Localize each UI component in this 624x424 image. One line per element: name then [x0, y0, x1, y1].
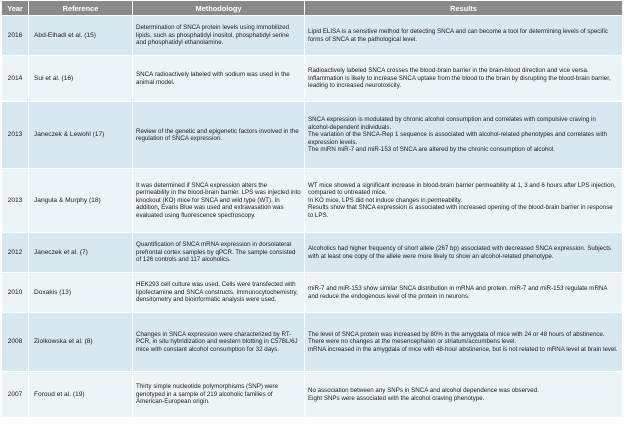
cell-methodology: Thirty simple nucleotide polymorphisms (SNP) were genotyped in a sample of 219 alcoholic families of American-European origin. [133, 372, 305, 417]
cell-results [305, 273, 622, 312]
cell-results [305, 169, 622, 232]
result-line: There were no changes at the mesencephalon or striatum/accumbens level. [308, 338, 517, 346]
cell-year: 2012 [2, 233, 29, 272]
cell-reference: Doxakis (13) [29, 273, 133, 312]
cell-results [305, 233, 622, 272]
cell-year: 2014 [2, 56, 29, 101]
table-row [2, 233, 622, 273]
cell-reference: Jangula & Murphy (18) [29, 169, 133, 232]
header-results: Results [450, 3, 477, 13]
cell-results [305, 372, 622, 417]
cell-year: 2010 [2, 273, 29, 312]
table-header [2, 1, 622, 16]
result-line: WT mice showed a significant increase in blood-brain barrier permeability at 1, 3 and 6 hours after LPS injection, compared to untreated mice. [308, 181, 616, 197]
result-line: Alcoholics had higher frequency of short allele (267 bp) associated with decreased SNCA expression. Subjects with at least one copy of the allele were more likely to show an alcohol-related phenotype. [308, 245, 612, 260]
cell-results [305, 102, 622, 168]
results-table [2, 1, 622, 422]
result-line: The variation of the SNCA-Rep 1 sequence is associated with alcohol-related phenotypes and correlates with expression levels. [308, 131, 607, 146]
result-line: mRNA increased in the amygdala of mice with 48-hour abstinence, but is not related to mRNA level at brain level. [308, 345, 618, 353]
cell-year: 2013 [2, 169, 29, 232]
header-year: Year [2, 1, 29, 15]
cell-results [305, 16, 622, 55]
result-line: Eight SNPs were associated with the alcohol craving phenotype. [308, 394, 485, 402]
cell-reference: Ziolkowska et al. (8) [29, 313, 133, 371]
cell-methodology: Quantification of SNCA mRNA expression in dorsolateral prefrontal cortex samples by qPCR. The sample consisted of 126 controls and 117 alcoholics. [133, 233, 305, 272]
cell-year: 2008 [2, 313, 29, 371]
table-row [2, 16, 622, 56]
cell-methodology: Changes in SNCA expression were characterized by RT-PCR, in situ hybridization and western blotting in C57BL/6J mice with constant alcohol consumption for 32 days. [133, 313, 305, 371]
cell-results [305, 56, 622, 101]
cell-methodology: Review of the genetic and epigenetic factors involved in the regulation of SNCA expression. [133, 102, 305, 168]
table-row [2, 273, 622, 313]
cell-year: 2013 [2, 102, 29, 168]
result-line: Radioactively labeled SNCA crosses the blood-brain barrier in the brain-blood direction and vice versa. Inflammation is likely to increase SNCA uptake from the blood to the brain by disrupting the blood-brain barrier, leading to increased neurotoxicity. [308, 67, 611, 90]
cell-reference: Janeczek & Lewohl (17) [29, 102, 133, 168]
result-line: Results show that SNCA expression is associated with increased opening of the blood-brain barrier in response to LPS. [308, 204, 613, 219]
table-row [2, 372, 622, 417]
cell-reference: Janeczek et al. (7) [29, 233, 133, 272]
cell-year: 2016 [2, 16, 29, 55]
table-row [2, 56, 622, 102]
cell-methodology: It was determined if SNCA expression alters the permeability in the blood-brain barrier. LPS was injected into knockout (KO) mice for SNCA and wild type (WT). In addition, Evans Blue was used and extravasation was evaluated using fluorescence spectroscopy. [133, 169, 305, 232]
table-row [2, 102, 622, 169]
result-line: SNCA expression is modulated by chronic alcohol consumption and correlates with compulsive craving in alcohol-dependent individuals. [308, 116, 596, 131]
cell-reference: Foroud et al. (19) [29, 372, 133, 417]
cell-methodology: Determination of SNCA protein levels using immobilized lipids, such as phosphatidyl inositol, phosphatidyl serine and phosphatidyl ethanolamine. [133, 16, 305, 55]
cell-year: 2007 [2, 372, 29, 417]
header-methodology: Methodology [133, 1, 305, 15]
result-line: In KO mice, LPS did not induce changes in permeability. [308, 196, 462, 204]
result-line: No association between any SNPs in SNCA and alcohol dependence was observed. [308, 387, 539, 395]
result-line: The miRN miR-7 and miR-153 of SNCA are altered by the chronic consumption of alcohol. [308, 146, 555, 154]
cell-methodology: SNCA radioactively labeled with sodium was used in the animal model. [133, 56, 305, 101]
cell-results [305, 313, 622, 371]
cell-methodology: HEK293 cell culture was used. Cells were transfected with lipofectamine and SNCA constructs. Immunocytochemistry, densitometry and bioinformatic analysis were used. [133, 273, 305, 312]
result-line: Lipid ELISA is a sensitive method for detecting SNCA and can become a tool for determining levels of specific forms of SNCA at the pathological level. [308, 28, 608, 43]
table-row [2, 169, 622, 233]
table-row [2, 313, 622, 372]
header-reference: Reference [29, 1, 133, 15]
cell-reference: Sui et al. (16) [29, 56, 133, 101]
result-line: miR-7 and miR-153 show similar SNCA distribution in mRNA and protein. miR-7 and miR-153 regulate mRNA and reduce the endogenous level of the protein in neurons. [308, 285, 608, 300]
cell-reference: Abd-Elhadi et al. (15) [29, 16, 133, 55]
result-line: The level of SNCA protein was increased by 80% in the amygdala of mice with 24 or 48 hours of abstinence. [308, 330, 605, 338]
